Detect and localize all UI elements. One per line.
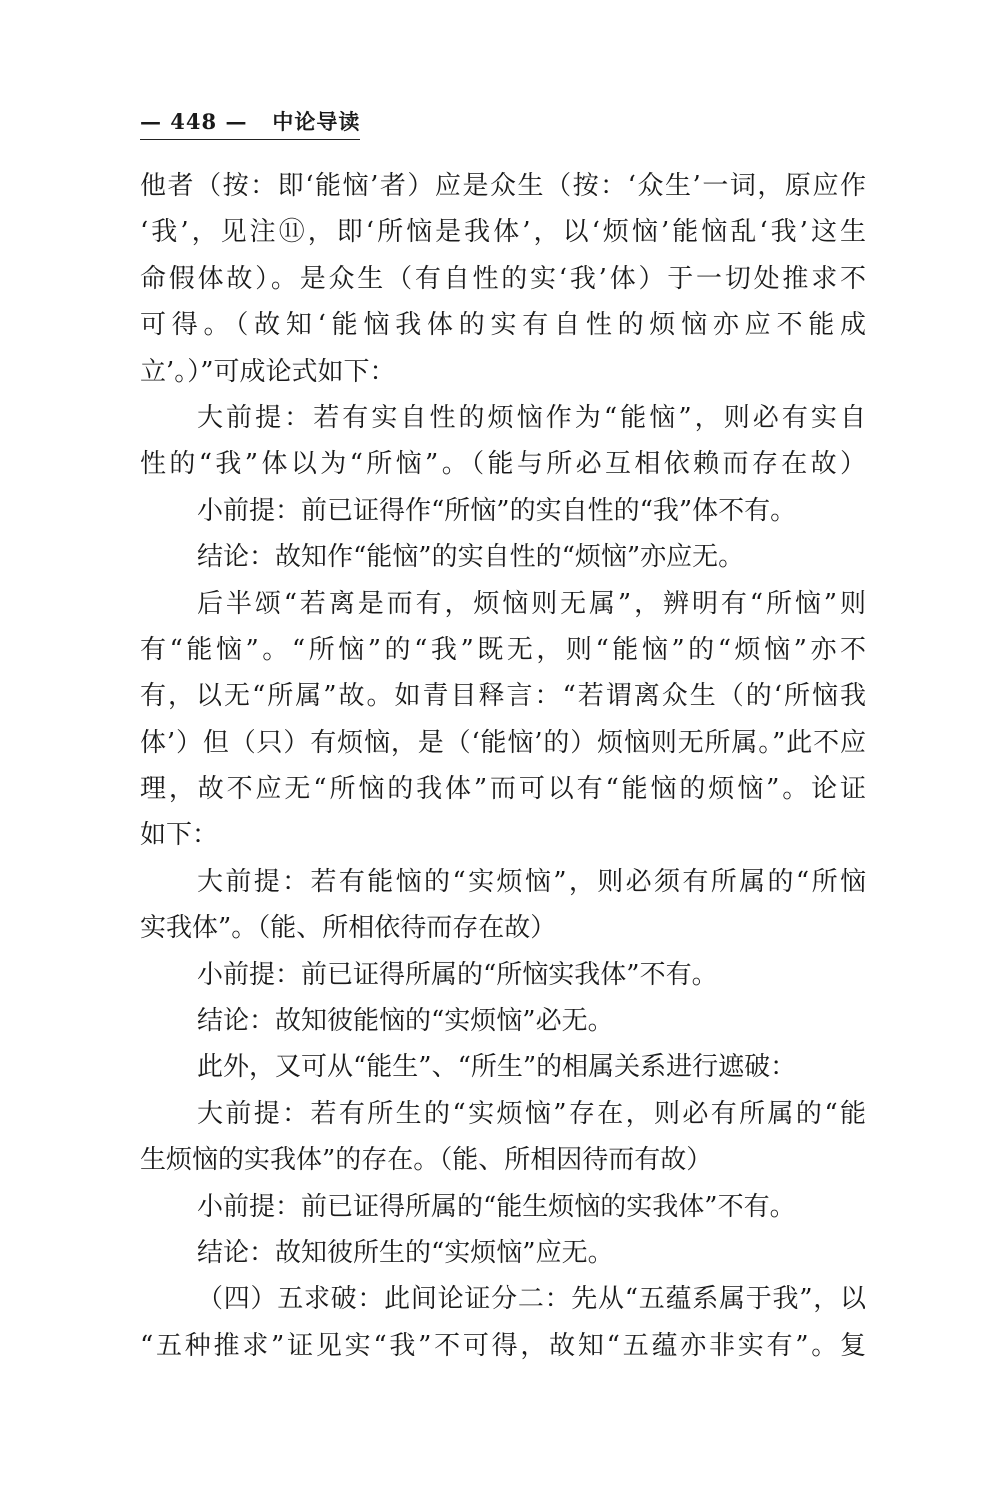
text-line: 实我体”。（能、所相依待而存在故） [140,913,557,944]
text-line: 结论：故知作“能恼”的实自性的“烦恼”亦应无。 [197,542,745,573]
text-line: 大前提：若有所生的“实烦恼”存在，则必有所属的“能 [197,1098,866,1129]
text-line: 命假体故）。是众生（有自性的实‘我’体）于一切处推求不 [140,263,866,294]
text-line: 结论：故知彼能恼的“实烦恼”必无。 [197,1006,614,1037]
text-line: 可得。（故知‘能恼我体的实有自性的烦恼亦应不能成 [140,310,866,341]
text-line: 小前提：前已证得作“所恼”的实自性的“我”体不有。 [197,495,797,526]
body-text [140,163,866,1369]
text-line: 小前提：前已证得所属的“所恼实我体”不有。 [197,959,718,990]
text-line: 大前提：若有实自性的烦恼作为“能恼”，则必有实自 [197,402,866,433]
text-line: 大前提：若有能恼的“实烦恼”，则必须有所属的“所恼 [197,866,866,897]
text-line: 此外，又可从“能生”、“所生”的相属关系进行遮破： [197,1052,797,1083]
text-line: 立’。）”可成论式如下： [140,356,396,387]
text-line: 有，以无“所属”故。如青目释言：“若谓离众生（的‘所恼我 [140,681,866,712]
book-title: 中论导读 [272,109,361,134]
text-line: 性的“我”体以为“所恼”。（能与所必互相依赖而存在故） [140,449,866,480]
text-line: “五种推求”证见实“我”不可得，故知“五蕴亦非实有”。复 [140,1330,866,1361]
text-line: 后半颂“若离是而有，烦恼则无属”，辨明有“所恼”则 [197,588,866,619]
text-line: 如下： [140,820,219,851]
text-line: 理，故不应无“所恼的我体”而可以有“能恼的烦恼”。论证 [140,774,866,805]
text-line: 结论：故知彼所生的“实烦恼”应无。 [197,1237,614,1268]
text-line: 体’）但（只）有烦恼，是（‘能恼’的）烦恼则无所属。”此不应 [140,727,866,758]
text-line: 小前提：前已证得所属的“能生烦恼的实我体”不有。 [197,1191,796,1222]
text-line: 生烦恼的实我体”的存在。（能、所相因待而有故） [140,1145,713,1176]
text-line: 有“能恼”。“所恼”的“我”既无，则“能恼”的“烦恼”亦不 [140,634,866,665]
running-header [140,106,360,140]
text-line: ‘我’，见注⑪，即‘所恼是我体’，以‘烦恼’能恼乱‘我’这生 [140,217,866,248]
text-line: （四）五求破：此间论证分二：先从“五蕴系属于我”，以 [197,1284,866,1315]
text-line: 他者（按：即‘能恼’者）应是众生（按：‘众生’一词，原应作 [140,171,866,201]
page-number: — 448 — [140,109,248,134]
